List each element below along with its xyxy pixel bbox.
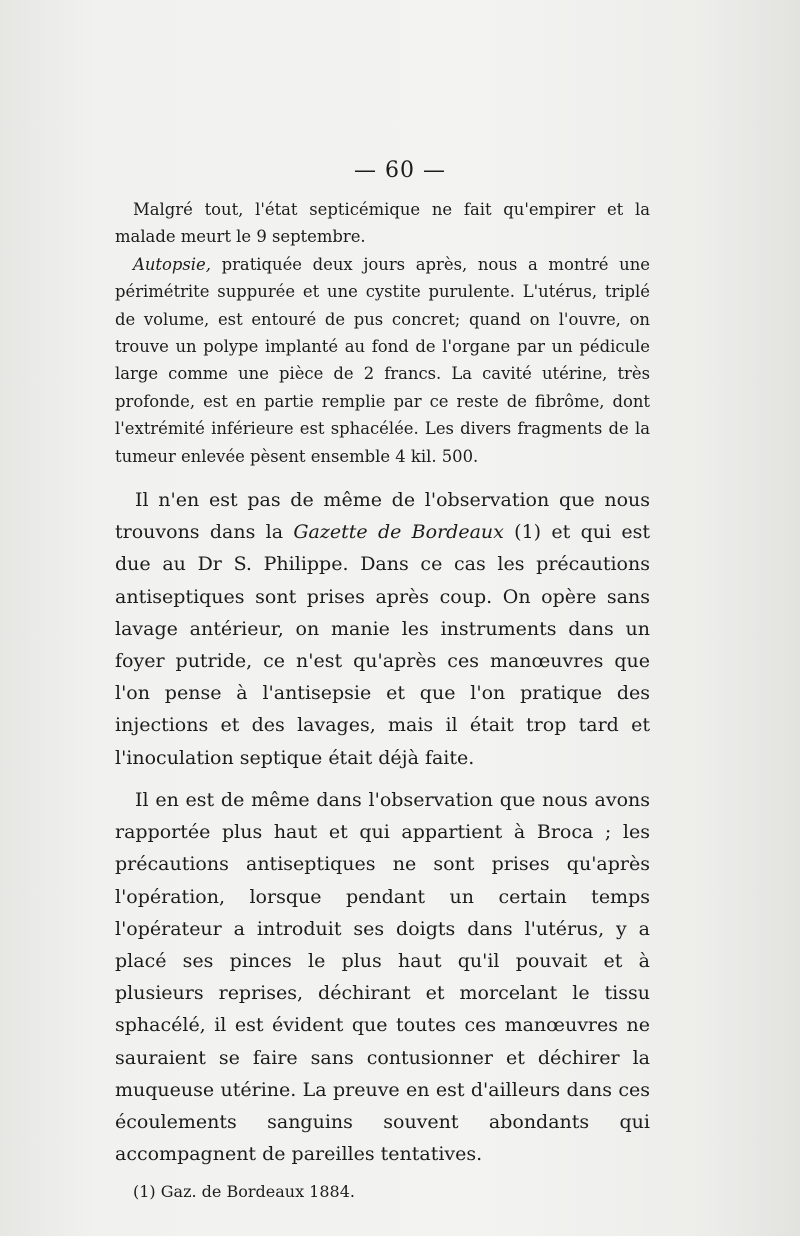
- paragraph-3-rest: (1) et qui est due au Dr S. Philippe. Dans ce cas les précautions antiseptiques sont prises après coup. On opère sans lavage antérieur, on manie les instruments dans un foyer putride, ce n'est qu'après ces manœuvres que l'on pense à l'antisepsie et que l'on pratique des injections et des lavages, mais il était trop tard et l'inoculation septique était déjà faite.: [115, 521, 650, 769]
- autopsie-label: Autopsie,: [133, 254, 211, 274]
- page-text: [115, 196, 650, 1204]
- journal-title: Gazette de Bordeaux: [293, 521, 504, 544]
- autopsie-text: pratiquée deux jours après, nous a montré une périmétrite suppurée et une cystite purulente. L'utérus, triplé de volume, est entouré de pus concret; quand on l'ouvre, on trouve un polype implanté au fond de l'organe par un pédicule large comme une pièce de 2 francs. La cavité utérine, très profonde, est en partie remplie par ce reste de fibrôme, dont l'extrémité inférieure est sphacélée. Les divers fragments de la tumeur enlevée pèsent ensemble 4 kil. 500.: [115, 254, 650, 466]
- paragraph-1: Malgré tout, l'état septicémique ne fait qu'empirer et la malade meurt le 9 septembre.: [115, 200, 650, 247]
- paragraph-3: [115, 484, 650, 774]
- observation-excerpt: [115, 196, 650, 470]
- footnote: (1) Gaz. de Bordeaux 1884.: [133, 1182, 355, 1202]
- paragraph-3-start: Il n'en est pas de même de l'observation que nous trouvons dans la: [115, 489, 650, 544]
- paragraph-4: Il en est de même dans l'observation que nous avons rapportée plus haut et qui appartient à Broca ; les précautions antiseptiques ne sont prises qu'après l'opération, lorsque pendant un certain temps l'opérateur a introduit ses doigts dans l'utérus, y a placé ses pinces le plus haut qu'il pouvait et à plusieurs reprises, déchirant et morcelant le tissu sphacélé, il est évident que toutes ces manœuvres ne sauraient se faire sans contusionner et déchirer la muqueuse utérine. La preuve en est d'ailleurs dans ces écoulements sanguins souvent abondants qui accompagnent de pareilles tentatives.: [115, 788, 650, 1166]
- main-text: [115, 484, 650, 1170]
- page-number: — 60 —: [354, 158, 446, 183]
- paragraph-2: [115, 251, 650, 470]
